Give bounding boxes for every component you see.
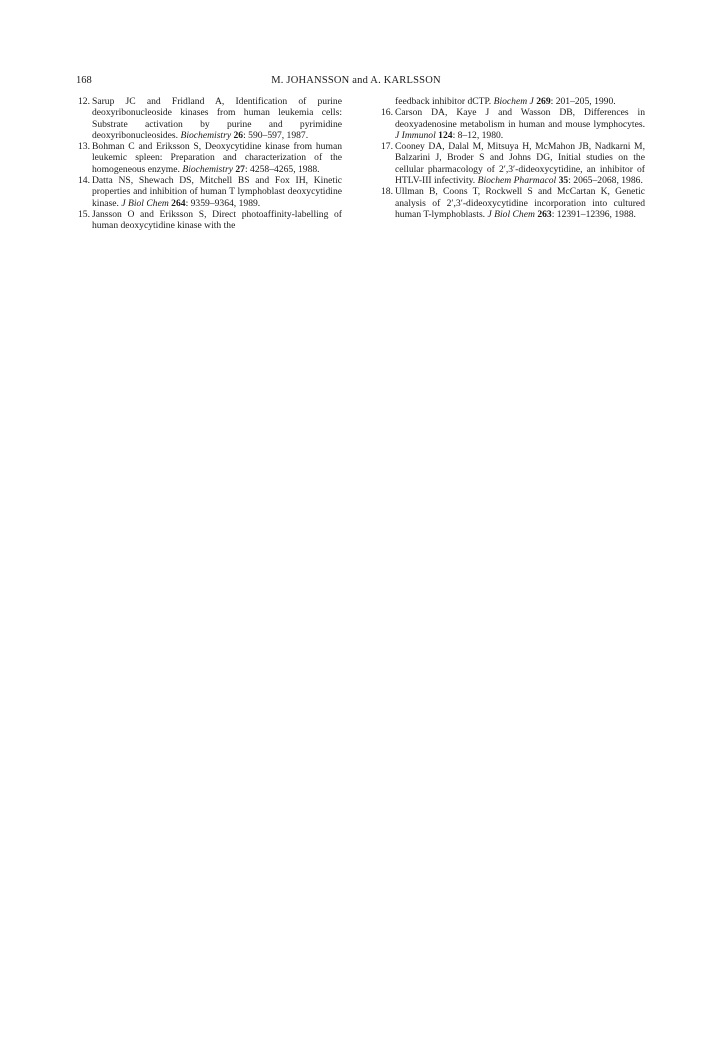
- reference-volume: 124: [438, 129, 453, 141]
- reference-number: 17.: [381, 141, 393, 153]
- reference-number: 13.: [78, 141, 90, 153]
- left-column: [76, 96, 342, 232]
- reference-authors-title: Cooney DA, Dalal M, Mitsuya H, McMahon JB, Nadkarni M, Balzarini J, Broder S and Johns DG, Initial studies on the cellular pharmacology of 2′,3′-dideoxycytidine, an inhibitor of HTLV-III infectivity.: [395, 141, 645, 187]
- reference-number: 18.: [381, 186, 393, 198]
- reference-volume: 269: [536, 96, 551, 107]
- reference-journal: Biochem Pharmacol: [477, 175, 557, 187]
- reference-authors-title: Jansson O and Eriksson S, Direct photoaffinity-labelling of human deoxycytidine kinase with the: [92, 208, 342, 232]
- reference-journal: J Immunol: [395, 129, 436, 141]
- reference-continuation-text: feedback inhibitor dCTP.: [395, 96, 492, 107]
- reference-volume: 27: [235, 163, 245, 175]
- reference-number: 12.: [78, 96, 90, 107]
- reference-journal: J Biol Chem: [121, 197, 169, 209]
- reference-authors-title: Sarup JC and Fridland A, Identification of purine deoxyribonucleoside kinases from human leukemia cells: Substrate activation by purine and pyrimidine deoxyribonucleosides.: [92, 96, 342, 141]
- reference-pages-year: : 9359–9364, 1989.: [185, 197, 261, 209]
- reference-pages-year: : 590–597, 1987.: [243, 129, 309, 141]
- reference-16: [379, 107, 645, 141]
- reference-authors-title: Carson DA, Kaye J and Wasson DB, Differences in deoxyadenosine metabolism in human and mouse lymphocytes.: [395, 107, 645, 130]
- reference-pages-year: : 2065–2068, 1986.: [568, 175, 643, 187]
- running-head: M. JOHANSSON and A. KARLSSON: [271, 75, 441, 86]
- reference-pages-year: : 201–205, 1990.: [550, 96, 616, 107]
- reference-number: 16.: [381, 107, 393, 119]
- right-column: [379, 96, 645, 220]
- reference-pages-year: : 12391–12396, 1988.: [551, 208, 636, 220]
- reference-authors-title: Datta NS, Shewach DS, Mitchell BS and Fox IH, Kinetic properties and inhibition of human T lymphoblast deoxycytidine kinase.: [92, 175, 342, 209]
- reference-14: [76, 175, 342, 209]
- reference-17: [379, 141, 645, 186]
- reference-12: [76, 96, 342, 141]
- reference-15-continued: [379, 96, 645, 107]
- reference-volume: 263: [537, 208, 552, 220]
- reference-journal: J Biol Chem: [487, 208, 535, 220]
- reference-15: [76, 209, 342, 232]
- reference-18: [379, 186, 645, 220]
- reference-13: [76, 141, 342, 175]
- reference-pages-year: : 8–12, 1980.: [452, 129, 504, 141]
- reference-number: 15.: [78, 208, 90, 220]
- reference-authors-title: Bohman C and Eriksson S, Deoxycytidine kinase from human leukemic spleen: Preparation and characterization of the homogeneous enzyme.: [92, 141, 342, 175]
- reference-journal: Biochem J: [493, 96, 534, 107]
- reference-number: 14.: [78, 175, 90, 187]
- reference-journal: Biochemistry: [182, 163, 233, 175]
- reference-volume: 264: [171, 197, 186, 209]
- reference-pages-year: : 4258–4265, 1988.: [244, 163, 320, 175]
- page-number: 168: [76, 75, 92, 86]
- reference-journal: Biochemistry: [180, 129, 232, 141]
- reference-volume: 26: [233, 129, 244, 141]
- reference-authors-title: Ullman B, Coons T, Rockwell S and McCartan K, Genetic analysis of 2′,3′-dideoxycytidine incorporation into cultured human T-lymphoblasts.: [395, 186, 645, 220]
- page-header: [76, 74, 636, 88]
- reference-volume: 35: [558, 175, 569, 187]
